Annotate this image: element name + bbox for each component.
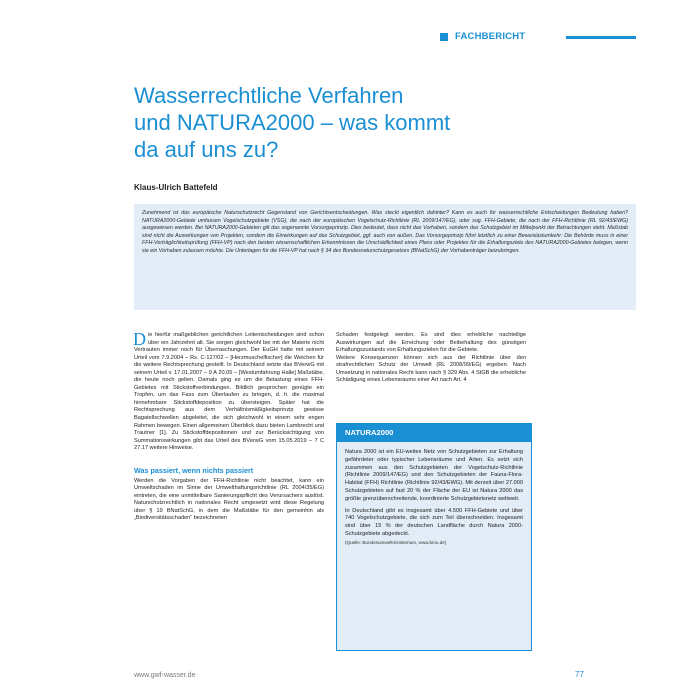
body-paragraph-4: Weitere Konsequenzen können sich aus der Richtlinie über den strafrechtlichen Schutz der Umwelt (RL 2008/99/EG) ergeben. Nach Umsetzung in nationales Recht kann nach § 329 Abs. 4 StGB die erhebliche Schädigung eines Lebensraums einer Art nach Art. 4 xyxy=(336,354,526,384)
section-bar xyxy=(566,36,636,39)
title-line-1: Wasserrechtliche Verfahren xyxy=(134,83,404,108)
info-box-paragraph-2: In Deutschland gibt es insgesamt über 4.500 FFH-Gebiete und über 740 Vogelschutzgebiete, die sich zum Teil überschneiden. Insgesamt sind über 15 % der deutschen Landfläche durch Natura 2000-Schutzgebiete abgedeckt. xyxy=(345,507,523,537)
paragraph-1-text: ie hierfür maßgeblichen gerichtlichen Leitentscheidungen sind schon über ein Jahrzehnt alt. Sie sorgen gleichwohl bei mit der Materie nicht Vertrauten immer noch für Überraschungen. Der EuGH hatte mit seinem Urteil vom 7.9.2004 – Rs. C-127/02 – [Herzmuschelfischer] die Weichen für die weitere Rechtsprechung gestellt. In Deutschland setzte das BVerwG mit seinem Urteil v. 17.01.2007 – 9 A 20.05 – [Westumfahrung Halle] Maßstäbe, die heute noch gelten. Damals ging es um die Belastung eines FFH-Gebietes mit Stickstoffverbindungen. Bildlich gesprochen genügte ein Tropfen, um das Fass zum Überlaufen zu bringen, d. h. die maximal hinnehmbare Stickstoffdeposition zu übersteigen. Später hat die Rechtsprechung aus dem Verhältnismäßigkeitsprinzip gewisse Bagatellschwellen abgeleitet, die sich gleichwohl in einem sehr engen Rahmen bewegen. Einen allgemeinen Überblick dazu bieten Lambrecht und Trautner [1]. Zu Stickstoffdepositionen und zur Berücksichtigung von Summationswirkungen gibt das Urteil des BVerwG vom 15.05.2019 – 7 C 27.17 weitere Hinweise. xyxy=(134,332,324,452)
section-label: FACHBERICHT xyxy=(455,31,526,42)
info-box-source: (Quelle: Bundesumweltministerium, www.bmu.de) xyxy=(345,539,447,545)
author-name: Klaus-Ulrich Battefeld xyxy=(134,183,218,192)
natura2000-info-box xyxy=(336,423,532,651)
body-column-right xyxy=(336,332,526,385)
info-box-title: NATURA2000 xyxy=(337,424,531,442)
title-line-3: da auf uns zu? xyxy=(134,137,279,162)
title-line-2: und NATURA2000 – was kommt xyxy=(134,110,451,135)
abstract-text: Zunehmend ist das europäische Naturschutzrecht Gegenstand von Gerichtsentscheidungen. Was steckt eigentlich dahinter? Kann es auch für wasserrechtliche Entscheidungen Bedeutung haben? NATURA2000-Gebiete umfassen Vogelschutzgebiete (VSG), die nach der europäischen Vogelschutz-Richtlinie (RL 2009/147/EG), oder sog. FFH-Gebiete, die nach der FFH-Richtlinie (RL 92/43/EWG) ausgewiesen werden. Bei NATURA2000-Gebieten gilt das sogenannte Vorsorgeprinzip. Dies bedeutet, dass nicht das Vorhaben, sondern das Schutzgebiet im Mittelpunkt der Betrachtungen steht. Maßstab sind nicht die Auswirkungen von Projekten, sondern die Einwirkungen auf das Schutzgebiet, ggf. auch von außen. Das Vorsorgeprinzip führt letztlich zu einer Beweislastumkehr: Die Behörde muss in einer FFH-Verträglichkeitsprüfung (FFH-VP) nach den besten wissenschaftlichen Erkenntnissen die Unschädlichkeit eines Plans oder Projektes für die Erhaltungsziele des NATURA2000-Gebietes belegen, wenn sie ein Vorhaben zulassen möchte. Die Unterlagen für die FFH-VP hat nach § 34 des Bundesnaturschutzgesetzes (BNatSchG) der Vorhabenträger beizubringen. xyxy=(142,210,628,254)
body-column-left xyxy=(133,329,324,523)
info-box-body xyxy=(337,442,531,554)
body-paragraph-3: Schaden festgelegt werden. Es sind dies erhebliche nachteilige Auswirkungen auf die Erreichung oder Beibehaltung des günstigen Erhaltungszustands von Erhaltungszielen für die Gebiete. xyxy=(336,332,526,354)
article-title xyxy=(134,82,614,163)
body-paragraph-1 xyxy=(133,329,324,453)
footer-website: www.gwf-wasser.de xyxy=(134,672,196,679)
info-box-paragraph-1: Natura 2000 ist ein EU-weites Netz von Schutzgebieten zur Erhaltung gefährdeter oder typischer Lebensräume und Arten. Es setzt sich zusammen aus den Schutzgebieten der Vogelschutz-Richtlinie (Richtlinie 2009/147/EG) und den Schutzgebieten der Fauna-Flora-Habitat (FFH) Richtlinie (Richtlinie 92/43/EWG). Mit derzeit über 27.000 Schutzgebieten auf fast 20 % der Fläche der EU ist Natura 2000 das größte grenzüberschreitende, koordinierte Schutzgebietsnetz weltweit. xyxy=(345,449,523,502)
body-paragraph-2: Werden die Vorgaben der FFH-Richtlinie nicht beachtet, kann ein Umweltschaden im Sinne der Umwelthaftungsrichtlinie (RL 2004/35/EG) eintreten, die eine unmittelbare Sanierungspflicht des Verursachers auslöst. Naturschutzrechtlich in nationales Recht umgesetzt wird diese Regelung über § 19 BNatSchG, in dem die Maßstäbe für den gemeinhin als „Biodiversitätsschaden“ bezeichneten xyxy=(134,477,324,522)
page-number: 77 xyxy=(575,670,584,679)
drop-cap: D xyxy=(133,329,146,349)
section-header xyxy=(440,31,636,43)
subheading-nothing-happens: Was passiert, wenn nichts passiert xyxy=(134,465,254,475)
abstract-box xyxy=(134,204,636,310)
section-square-icon xyxy=(440,33,448,41)
